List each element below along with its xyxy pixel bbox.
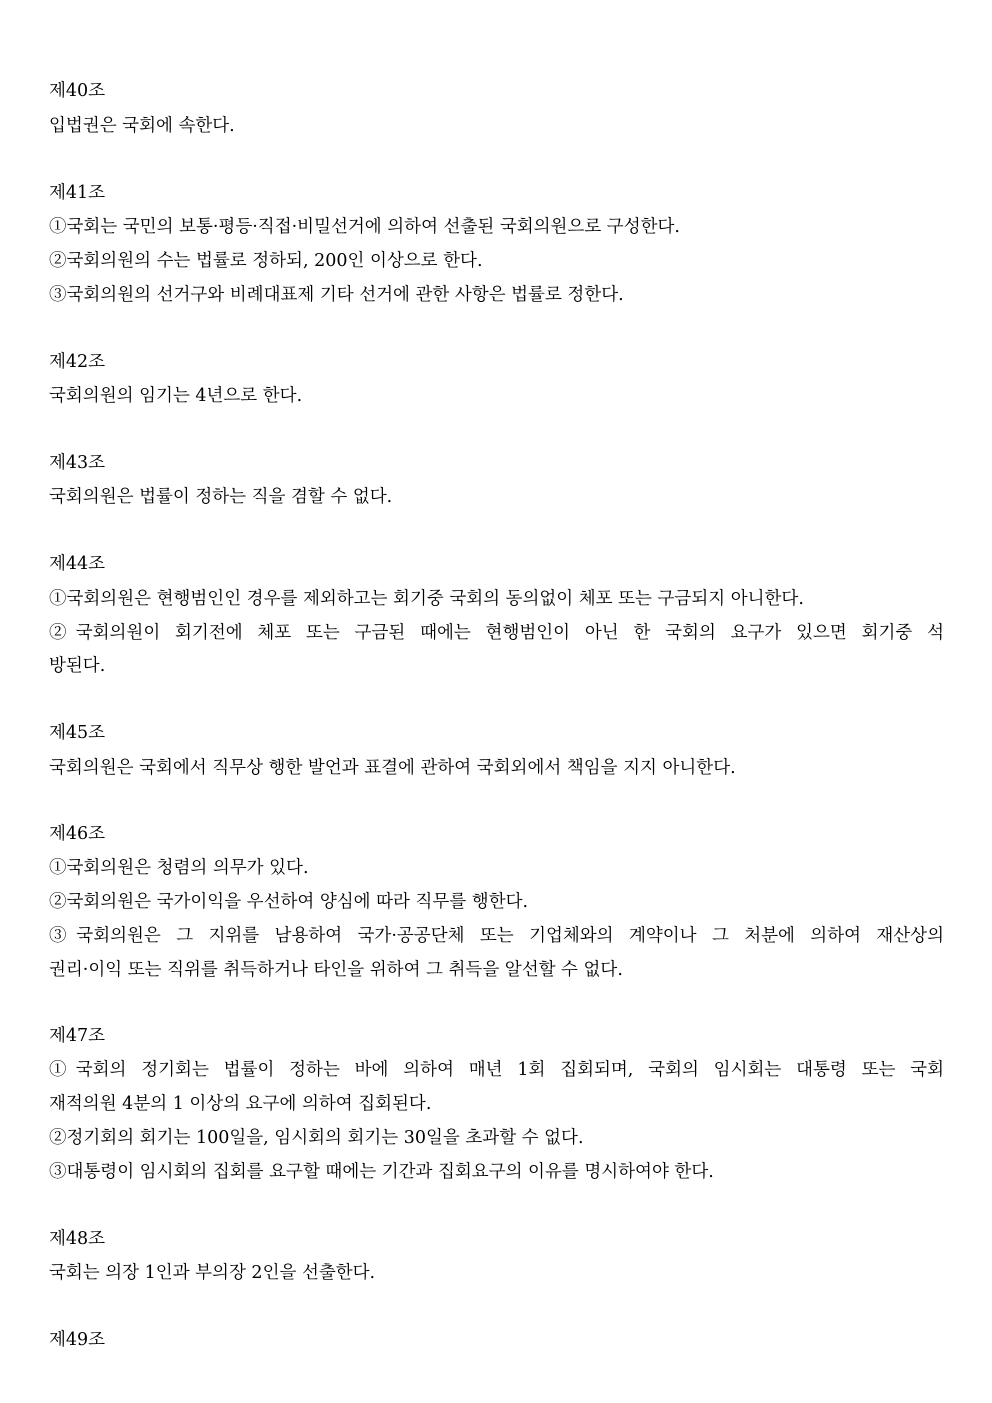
article-47-title: 제47조 [49,1026,106,1046]
article-46-line-1: ①국회의원은 청렴의 의무가 있다. [49,858,309,878]
article-44-title: 제44조 [49,554,106,574]
article-45-line-1: 국회의원은 국회에서 직무상 행한 발언과 표결에 관하여 국회외에서 책임을 지지 아니한다. [49,758,736,778]
article-42-title: 제42조 [49,352,106,372]
article-47-line-3: ②정기회의 회기는 100일을, 임시회의 회기는 30일을 초과할 수 없다. [49,1128,584,1148]
article-42-line-1: 국회의원의 임기는 4년으로 한다. [49,386,303,406]
article-41-title: 제41조 [49,183,106,203]
article-44-line-2: ②국회의원이 회기전에 체포 또는 구금된 때에는 현행범인이 아닌 한 국회의 요구가 있으면 회기중 석 [49,623,944,643]
article-48-title: 제48조 [49,1229,106,1249]
article-40-line-1: 입법권은 국회에 속한다. [49,116,235,136]
article-46-title: 제46조 [49,824,106,844]
article-43-title: 제43조 [49,453,106,473]
article-44-line-1: ①국회의원은 현행범인인 경우를 제외하고는 회기중 국회의 동의없이 체포 또는 구금되지 아니한다. [49,589,804,609]
article-40-title: 제40조 [49,81,106,101]
article-41-line-1: ①국회는 국민의 보통·평등·직접·비밀선거에 의하여 선출된 국회의원으로 구성한다. [49,217,680,237]
article-48-line-1: 국회는 의장 1인과 부의장 2인을 선출한다. [49,1263,376,1283]
article-46-line-3: ③국회의원은 그 지위를 남용하여 국가·공공단체 또는 기업체와의 계약이나 그 처분에 의하여 재산상의 [49,926,944,946]
article-43-line-1: 국회의원은 법률이 정하는 직을 겸할 수 없다. [49,487,393,507]
article-45-title: 제45조 [49,723,106,743]
article-47-line-1: ①국회의 정기회는 법률이 정하는 바에 의하여 매년 1회 집회되며, 국회의 임시회는 대통령 또는 국회 [49,1060,944,1080]
article-46-line-4: 권리·이익 또는 직위를 취득하거나 타인을 위하여 그 취득을 알선할 수 없다. [49,960,623,980]
article-49-title: 제49조 [49,1330,106,1350]
article-41-line-3: ③국회의원의 선거구와 비례대표제 기타 선거에 관한 사항은 법률로 정한다. [49,285,624,305]
article-47-line-4: ③대통령이 임시회의 집회를 요구할 때에는 기간과 집회요구의 이유를 명시하여야 한다. [49,1162,714,1182]
article-46-line-2: ②국회의원은 국가이익을 우선하여 양심에 따라 직무를 행한다. [49,892,529,912]
article-41-line-2: ②국회의원의 수는 법률로 정하되, 200인 이상으로 한다. [49,251,483,271]
article-44-line-3: 방된다. [49,656,106,676]
article-47-line-2: 재적의원 4분의 1 이상의 요구에 의하여 집회된다. [49,1094,432,1114]
